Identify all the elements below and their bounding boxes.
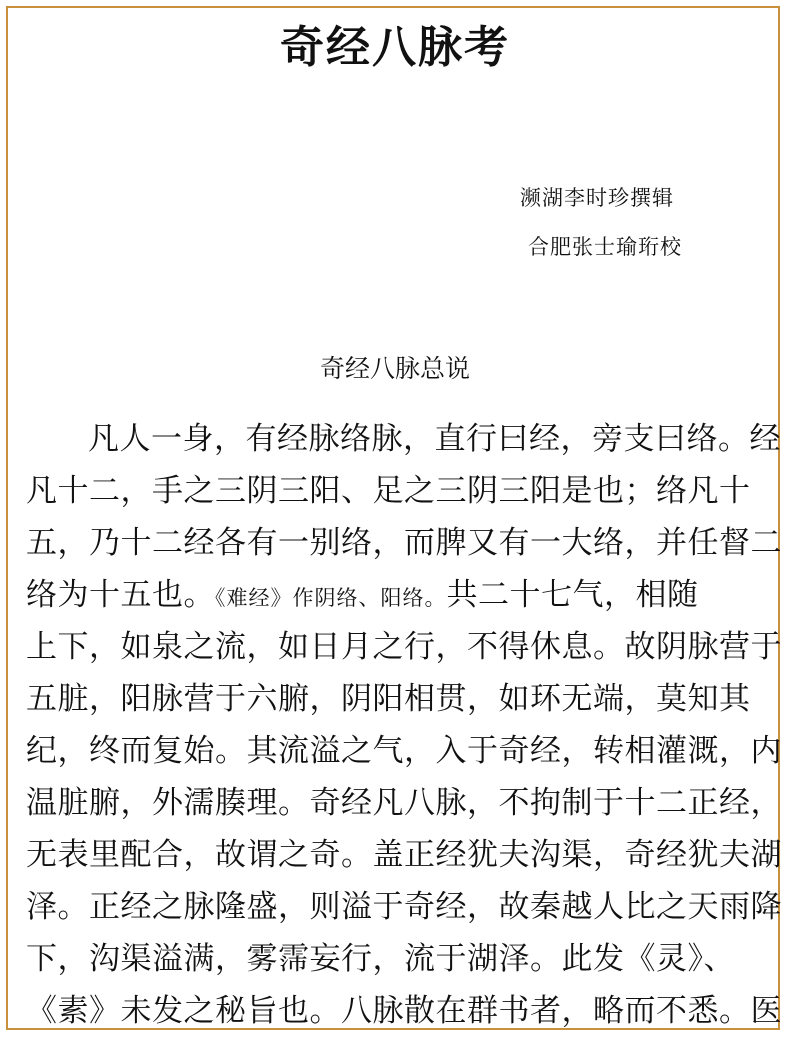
section-heading: 奇经八脉总说 bbox=[319, 354, 470, 383]
text-line: 纪，终而复始。其流溢之气，入于奇经，转相灌溉，内 bbox=[26, 733, 782, 769]
text-line: 上下，如泉之流，如日月之行，不得休息。故阴脉营于 bbox=[26, 629, 782, 665]
text-line: 泽。正经之脉隆盛，则溢于奇经，故秦越人比之天雨降 bbox=[26, 889, 782, 925]
text-line: 凡人一身，有经脉络脉，直行曰经，旁支曰络。经 bbox=[88, 421, 781, 457]
text-line: 五脏，阳脉营于六腑，阴阳相贯，如环无端，莫知其 bbox=[26, 681, 751, 717]
text-line: 五，乃十二经各有一别络，而脾又有一大络，并任督二 bbox=[26, 525, 782, 561]
text-line: 无表里配合，故谓之奇。盖正经犹夫沟渠，奇经犹夫湖 bbox=[26, 837, 782, 873]
text-line-with-note bbox=[26, 569, 771, 621]
text-line: 下，沟渠溢满，雾霈妄行，流于湖泽。此发《灵》、 bbox=[26, 941, 735, 977]
author-credit: 濒湖李时珍撰辑 bbox=[520, 186, 674, 210]
text-segment: 共二十七气，相随 bbox=[446, 577, 699, 613]
text-line: 凡十二，手之三阴三阳、足之三阴三阳是也；络凡十 bbox=[26, 473, 751, 509]
page-title: 奇经八脉考 bbox=[280, 22, 510, 73]
inline-note: 《难经》作阴络、阳络。 bbox=[215, 586, 447, 610]
text-segment: 络为十五也。 bbox=[26, 577, 215, 613]
text-line: 《素》未发之秘旨也。八脉散在群书者，略而不悉。医 bbox=[26, 993, 782, 1029]
body-paragraph bbox=[26, 413, 782, 1037]
editor-credit: 合肥张士瑜珩校 bbox=[528, 235, 682, 259]
text-line: 温脏腑，外濡腠理。奇经凡八脉，不拘制于十二正经， bbox=[26, 785, 782, 821]
